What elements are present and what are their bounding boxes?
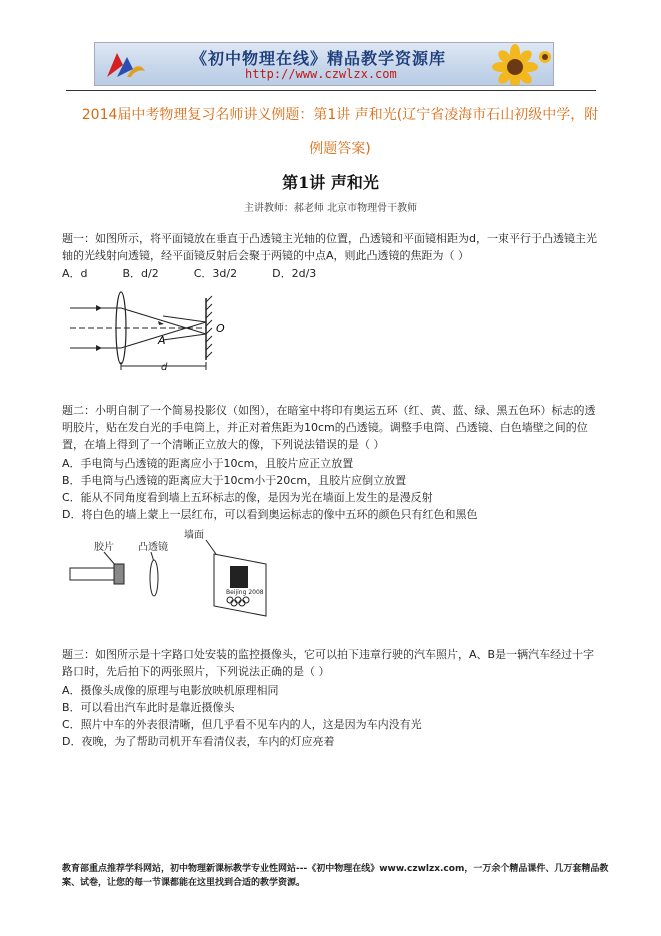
question-3-option-c: C．照片中车的外表很清晰，但几乎看不见车内的人，这是因为车内没有光 [62, 718, 422, 731]
lens-mirror-diagram [66, 288, 236, 378]
question-1-options [62, 265, 316, 282]
site-logo-icon [103, 47, 147, 83]
banner-title: 《初中物理在线》精品教学资源库 [191, 49, 447, 68]
lecture-heading: 第1讲 声和光 [282, 173, 379, 192]
question-1-text: 题一：如图所示，将平面镜放在垂直于凸透镜主光轴的位置，凸透镜和平面镜相距为d，一束平行于凸透镜主光轴的光线射向透镜，经平面镜反射后会聚于两镜的中点A，则此凸透镜的焦距为（ ） [62, 232, 597, 262]
banner-url-link[interactable]: http://www.czwlzx.com [245, 67, 397, 81]
question-2-option-c: C．能从不同角度看到墙上五环标志的像，是因为光在墙面上发生的是漫反射 [62, 491, 433, 504]
question-3-option-a: A．摄像头成像的原理与电影放映机原理相同 [62, 684, 279, 697]
lecturer-line: 主讲教师：郝老师 北京市物理骨干教师 [243, 203, 418, 214]
question-3-text: 题三：如图所示是十字路口处安装的监控摄像头，它可以拍下违章行驶的汽车照片，A、B是一辆汽车经过十字路口时，先后拍下的两张照片，下列说法正确的是（ ） [62, 648, 595, 678]
page-footer: 教育部重点推荐学科网站，初中物理新课标教学专业性网站---《初中物理在线》www.czwlzx.com，一万余个精品课件、几万套精品教案、试卷，让您的每一节课都能在这里找到合适的教学资源。 [62, 864, 609, 888]
header-banner [94, 42, 554, 86]
option-a: A．d [62, 267, 88, 280]
question-3-option-b: B．可以看出汽车此时是靠近摄像头 [62, 701, 235, 714]
label-lens: 凸透镜 [138, 542, 168, 553]
label-d: d [161, 362, 168, 373]
label-a: A [158, 334, 166, 347]
projector-diagram [66, 528, 286, 618]
olympic-logo-text: Beijing 2008 [226, 589, 264, 596]
question-2-option-d: D．将白色的墙上蒙上一层红布，可以看到奥运标志的像中五环的颜色只有红色和黑色 [62, 508, 478, 521]
sunflower-decoration-icon [475, 43, 554, 86]
option-b: B．d/2 [122, 267, 159, 280]
document-title: 2014届中考物理复习名师讲义例题：第1讲 声和光(辽宁省凌海市石山初级中学，附例题答案) [81, 107, 599, 157]
lens-shape [150, 560, 158, 596]
option-d: D．2d/3 [272, 267, 317, 280]
label-o: O [216, 322, 225, 335]
option-c: C．3d/2 [193, 267, 238, 280]
flashlight-shape [70, 568, 114, 580]
question-3-option-d: D．夜晚，为了帮助司机开车看清仪表，车内的灯应亮着 [62, 735, 335, 748]
question-2-text: 题二：小明自制了一个简易投影仪（如图），在暗室中将印有奥运五环（红、黄、蓝、绿、黑五色环）标志的透明胶片，贴在发白光的手电筒上，并正对着焦距为10cm的凸透镜。调整手电筒、凸透镜、白色墙壁之间的位置，在墙上得到了一个清晰正立放大的像，下列说法错误的是（ ） [62, 404, 596, 451]
label-wall: 墙面 [184, 530, 204, 541]
label-film: 胶片 [94, 542, 114, 553]
question-2-option-a: A．手电筒与凸透镜的距离应小于10cm，且胶片应正立放置 [62, 457, 354, 470]
header-divider [66, 90, 596, 91]
question-2-option-b: B．手电筒与凸透镜的距离应大于10cm小于20cm，且胶片应倒立放置 [62, 474, 407, 487]
